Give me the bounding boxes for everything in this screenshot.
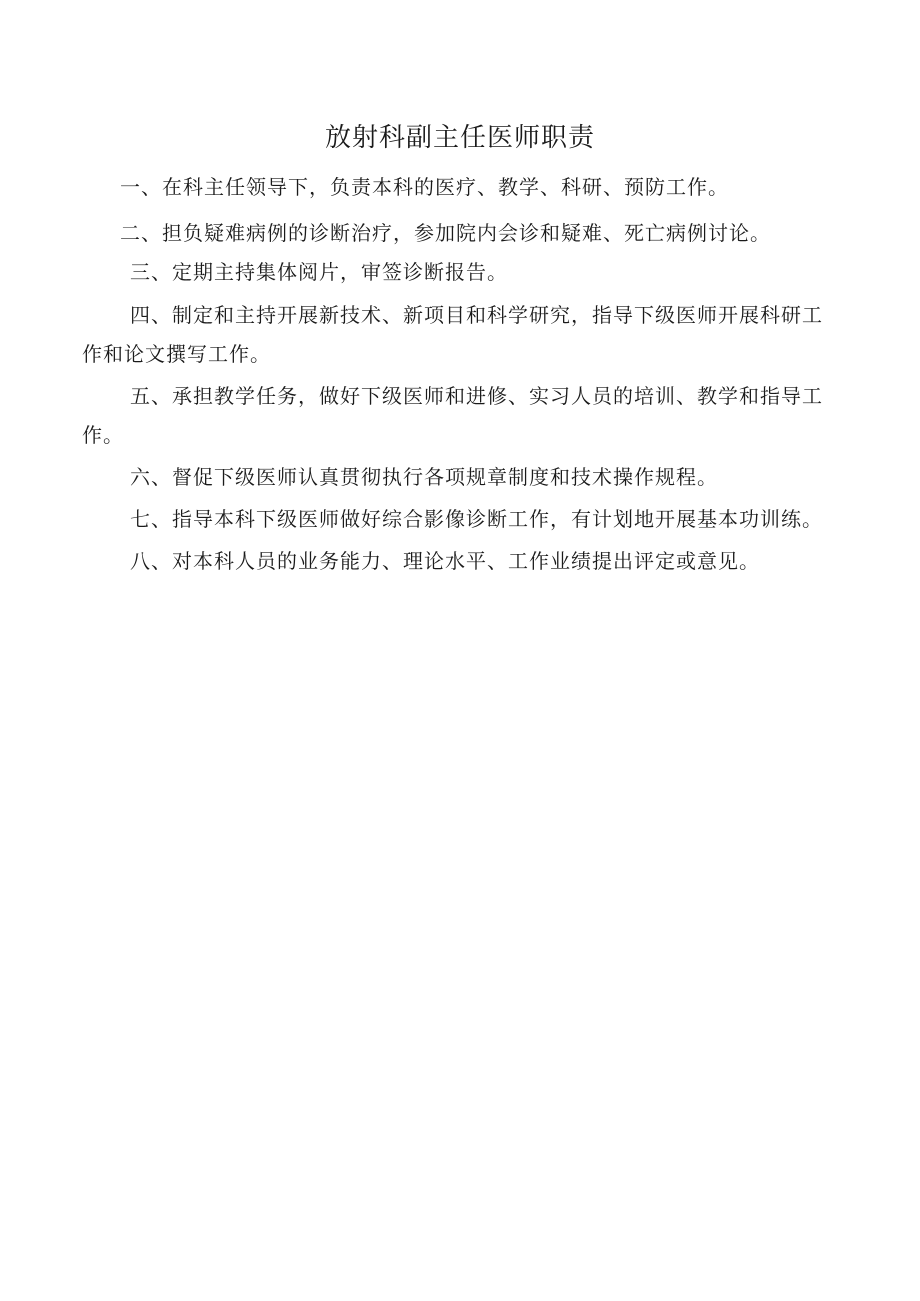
duty-paragraph-6: 六、督促下级医师认真贯彻执行各项规章制度和技术操作规程。 (130, 465, 718, 489)
duty-paragraph-1: 一、在科主任领导下，负责本科的医疗、教学、科研、预防工作。 (120, 175, 729, 199)
duty-paragraph-3: 三、定期主持集体阅片，审签诊断报告。 (130, 260, 508, 284)
duty-paragraph-2: 二、担负疑难病例的诊断治疗，参加院内会诊和疑难、死亡病例讨论。 (120, 221, 771, 245)
duty-paragraph-5: 五、承担教学任务，做好下级医师和进修、实习人员的培训、教学和指导工作。 (82, 384, 823, 447)
duty-paragraph-4: 四、制定和主持开展新技术、新项目和科学研究，指导下级医师开展科研工作和论文撰写工作。 (82, 303, 823, 366)
duty-paragraph-7: 七、指导本科下级医师做好综合影像诊断工作，有计划地开展基本功训练。 (130, 507, 823, 531)
document-title: 放射科副主任医师职责 (324, 123, 595, 153)
duty-paragraph-8: 八、对本科人员的业务能力、理论水平、工作业绩提出评定或意见。 (130, 549, 760, 573)
document-body (82, 168, 842, 581)
